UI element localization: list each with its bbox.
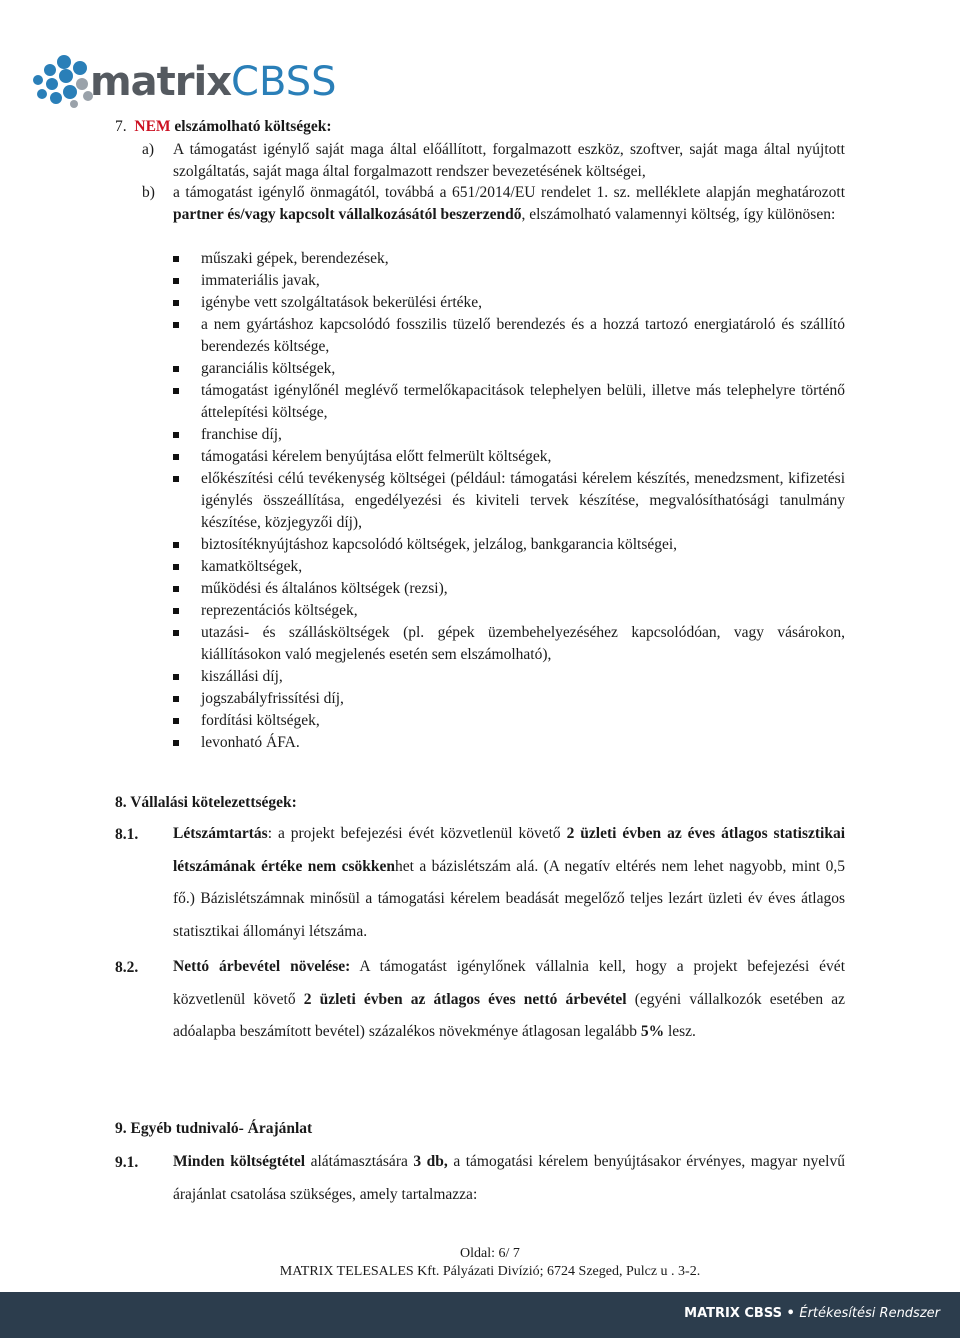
excluded-cost-item: működési és általános költségek (rezsi), [173,578,845,600]
excluded-cost-item: támogatási kérelem benyújtása előtt felmerült költségek, [173,446,845,468]
excluded-cost-list [173,248,845,754]
excluded-cost-item: fordítási költségek, [173,710,845,732]
excluded-cost-item: a nem gyártáshoz kapcsolódó fosszilis tüzelő berendezés és a hozzá tartozó energiatároló és szállító berendezés költsége, [173,314,845,358]
page-number: Oldal: 6/ 7 [460,1246,520,1261]
section-8-1-number: 8.1. [115,826,139,843]
excluded-cost-item: kiszállási díj, [173,666,845,688]
excluded-cost-item: levonható ÁFA. [173,732,845,754]
excluded-cost-item: igénybe vett szolgáltatások bekerülési értéke, [173,292,845,314]
footer-bar [0,1292,960,1338]
company-line: MATRIX TELESALES Kft. Pályázati Divízió; 6724 Szeged, Pulcz u . 3-2. [279,1264,701,1279]
excluded-cost-item: immateriális javak, [173,270,845,292]
excluded-cost-item: jogszabályfrissítési díj, [173,688,845,710]
section-9-heading: 9. Egyéb tudnivaló- Árajánlat [115,1120,313,1137]
section-8-1-text: Létszámtartás: a projekt befejezési évét közvetlenül követő 2 üzleti évben az éves átlagos statisztikai létszámának értéke nem csökkenhet a bázislétszám alá. (A negatív eltérés nem lehet nagyobb, mint 0,5 fő.) Bázislétszámnak minősül a támogatási kérelem beadását megelőző teljes lezárt üzleti év éves átlagos statisztikai állományi létszáma. [173,825,846,940]
logo-wordmark: matrixCBSS [90,59,337,105]
section-8-2-text: Nettó árbevétel növelése: A támogatást igénylőnek vállalnia kell, hogy a projekt befejezési évét közvetlenül követő 2 üzleti évben az átlagos éves nettó árbevétel (egyéni vállalkozók esetében az adóalapba beszámított bevétel) százalékos növekménye átlagosan legalább 5% lesz. [173,958,845,1040]
item-a-prefix: a) [142,141,155,158]
section-9-1-number: 9.1. [115,1154,139,1171]
section-8-heading: 8. Vállalási kötelezettségek: [115,794,297,811]
excluded-cost-item: műszaki gépek, berendezések, [173,248,845,270]
excluded-cost-item: támogatást igénylőnél meglévő termelőkapacitások telephelyen belüli, illetve más telephelyre történő áttelepítési költsége, [173,380,845,424]
excluded-cost-item: garanciális költségek, [173,358,845,380]
footer-bar-text: MATRIX CBSS • Értékesítési Rendszer [684,1306,940,1321]
excluded-cost-item: franchise díj, [173,424,845,446]
item-b-prefix: b) [142,184,155,201]
section-9-1-text: Minden költségtétel alátámasztására 3 db, a támogatási kérelem benyújtásakor érvényes, magyar nyelvű árajánlat csatolása szükséges, amely tartalmazza: [173,1153,845,1203]
section-8-2-number: 8.2. [115,959,139,976]
item-b-text: a támogatást igénylő önmagától, továbbá a 651/2014/EU rendelet 1. sz. melléklete alapján meghatározott partner és/vagy kapcsolt vállalkozásától beszerzendő, elszámolható valamennyi költség, így különösen: [173,184,845,223]
item-a-text: A támogatást igénylő saját maga által előállított, forgalmazott eszköz, szoftver, saját maga által nyújtott szolgáltatás, saját maga által forgalmazott rendszer bevezetésének költségei, [173,141,845,180]
excluded-cost-item: utazási- és szállásköltségek (pl. gépek üzembehelyezéséhez kapcsolódóan, vagy vásárokon, kiállításokon való megjelenés esetén sem elszámolható), [173,622,845,666]
excluded-cost-item: biztosítéknyújtáshoz kapcsolódó költségek, jelzálog, bankgarancia költségei, [173,534,845,556]
excluded-cost-item: előkészítési célú tevékenység költségei (például: támogatási kérelem készítés, menedzsment, kifizetési igénylés összeállítása, engedélyezési és kiviteli tervek készítése, megvalósíthatósági tanulmány készítése, közjegyzői díj), [173,468,845,534]
section-7-heading: 7. NEM elszámolható költségek: [115,118,332,135]
excluded-cost-item: reprezentációs költségek, [173,600,845,622]
excluded-cost-item: kamatköltségek, [173,556,845,578]
